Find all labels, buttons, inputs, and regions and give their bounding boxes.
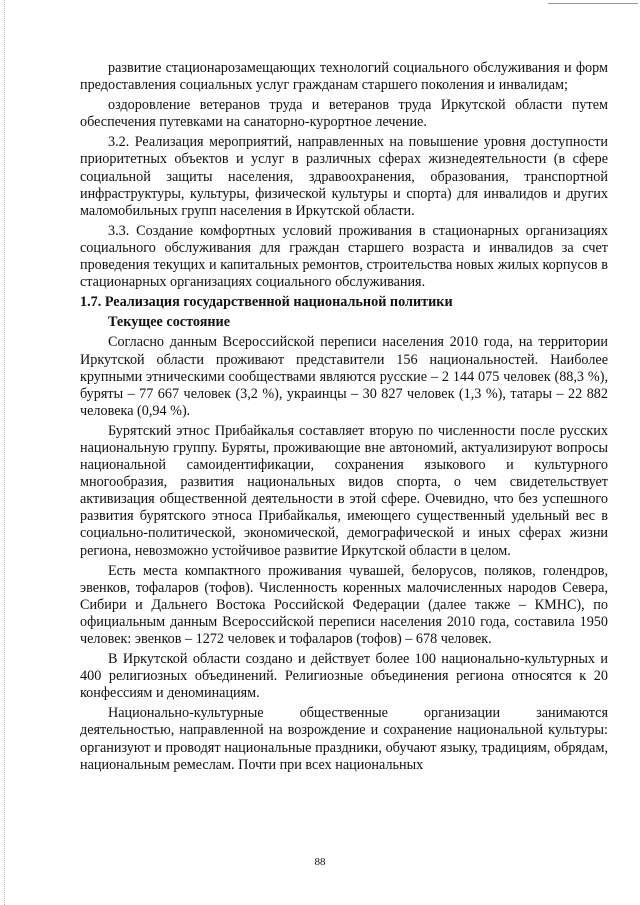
section-heading: 1.7. Реализация государственной национальной политики [80,294,453,311]
subsection-heading: Текущее состояние [108,314,231,331]
scan-edge-left [4,0,6,905]
page-number: 88 [314,856,326,868]
paragraph-compact-residence: Есть места компактного проживания чувашей, белорусов, поляков, голендров, эвенков, тофаларов (тофов). Численность коренных малочисленных народов Севера, Сибири и Дальнего Востока Российской Федерации (далее также – КМНС), по официальным данным Всероссийской переписи населения 2010 года, составила 1950 человек: эвенков – 1272 человек и тофаларов (тофов) – 678 человек. [80,562,608,647]
paragraph-accessibility: 3.2. Реализация мероприятий, направленных на повышение уровня доступности приоритетных объектов и услуг в различных сферах жизнедеятельности (в сфере социальной защиты населения, здравоохранения, образования, транспортной инфраструктуры, культуры, физической культуры и спорта) для инвалидов и других маломобильных групп населения в Иркутской области. [80,134,608,219]
scan-edge-top [548,3,638,4]
paragraph-buryat-ethnos: Бурятский этнос Прибайкалья составляет вторую по численности после русских национальную группу. Буряты, проживающие вне автономий, актуализируют вопросы национальной самоидентификации, сохранения языкового и культурного многообразия, развития национальных видов спорта, о чем свидетельствует активизация общественной деятельности в этой сфере. Очевидно, что без успешного развития бурятского этноса Прибайкалья, имеющего существенный удельный вес в социально-политической, экономической, демографической и иных сферах жизни региона, невозможно устойчивое развитие Иркутской области в целом. [80,422,608,559]
document-body [80,60,608,774]
paragraph-cultural-organizations: Национально-культурные общественные организации занимаются деятельностью, направленной на возрождение и сохранение национальной культуры: организуют и проводят национальные праздники, обучают языку, традициям, обрядам, национальным ремеслам. Почти при всех национальных [80,705,608,773]
paragraph-inpatient-replacement: развитие стационарозамещающих технологий социального обслуживания и форм предоставления социальных услуг гражданам старшего поколения и инвалидам; [80,60,608,94]
paragraph-veterans-health: оздоровление ветеранов труда и ветеранов труда Иркутской области путем обеспечения путевками на санаторно-курортное лечение. [80,97,608,131]
paragraph-census: Согласно данным Всероссийской переписи населения 2010 года, на территории Иркутской области проживают представители 156 национальностей. Наиболее крупными этническими сообществами являются русские – 2 144 075 человек (88,3 %), буряты – 77 667 человек (3,2 %), украинцы – 30 827 человек (1,3 %), татары – 22 882 человека (0,94 %). [80,334,608,419]
paragraph-associations: В Иркутской области создано и действует более 100 национально-культурных и 400 религиозных объединений. Религиозные объединения региона относятся к 20 конфессиям и деноминациям. [80,651,608,702]
paragraph-living-conditions: 3.3. Создание комфортных условий проживания в стационарных организациях социального обслуживания для граждан старшего возраста и инвалидов за счет проведения текущих и капитальных ремонтов, строительства новых жилых корпусов в стационарных организациях социального обслуживания. [80,222,608,291]
